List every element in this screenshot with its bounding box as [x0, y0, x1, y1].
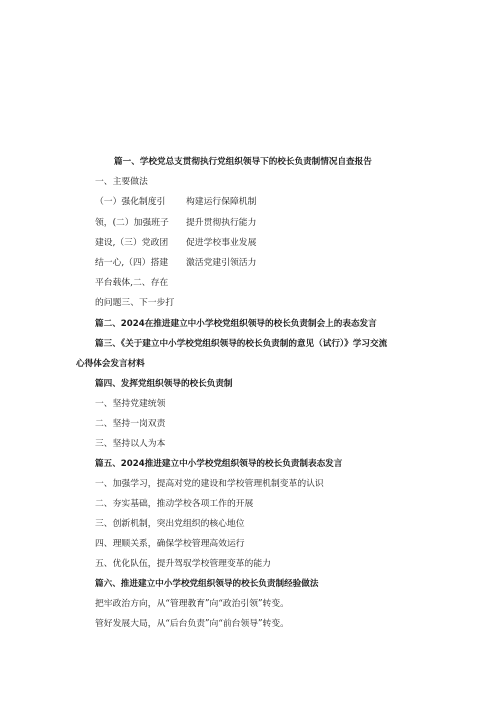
section5-item-3: 三、创新机制，突出党组织的核心地位 — [95, 519, 245, 529]
section1-left-line-1: （一）强化制度引 — [95, 197, 166, 207]
section5-item-2: 二、夯实基础，推动学校各项工作的开展 — [95, 499, 254, 509]
section6-item-1: 把牢政治方向，从“管理教育”向“政治引领”转变。 — [95, 599, 289, 609]
section5-item-1: 一、加强学习，提高对党的建设和学校管理机制变革的认识 — [95, 479, 324, 489]
section1-right-line-4: 激活党建引领活力 — [186, 258, 257, 268]
section2-heading: 篇二、2024在推进建立中小学校党组织领导的校长负责制会上的表态发言 — [95, 319, 377, 329]
section1-left-line-2: 领，(二）加强班子 — [95, 218, 169, 228]
section3-heading-line1: 篇三、《关于建立中小学校党组织领导的校长负责制的意见（试行）》学习交流 — [95, 339, 388, 349]
section1-right-line-2: 提升贯彻执行能力 — [186, 218, 257, 228]
section4-item-3: 三、坚持以人为本 — [95, 439, 166, 449]
section4-heading: 篇四、发挥党组织领导的校长负责制 — [95, 379, 233, 389]
section1-left-line-6: 的问题三、下一步打 — [95, 298, 175, 308]
section5-heading: 篇五、2024推进建立中小学校党组织领导的校长负责制表态发言 — [95, 459, 343, 469]
section4-item-2: 二、坚持一岗双责 — [95, 419, 166, 429]
section6-item-2: 管好发展大局，从“后台负责”向“前台领导”转变。 — [95, 619, 289, 629]
section1-left-line-5: 平台载体,二、存在 — [95, 278, 169, 288]
section1-right-line-3: 促进学校事业发展 — [186, 238, 257, 248]
section1-left-line-4: 结一心,（四）搭建 — [95, 258, 169, 268]
section1-heading: 篇一、学校党总支贯彻执行党组织领导下的校长负责制情况自查报告 — [114, 157, 372, 167]
section3-heading-line2: 心得体会发言材料 — [76, 359, 145, 369]
section1-item-main: 一、主要做法 — [95, 177, 148, 187]
section6-heading: 篇六、推进建立中小学校党组织领导的校长负责制经验做法 — [95, 579, 319, 589]
section5-item-4: 四、理顺关系，确保学校管理高效运行 — [95, 539, 245, 549]
section5-item-5: 五、优化队伍，提升驾驭学校管理变革的能力 — [95, 559, 271, 569]
section1-left-line-3: 建设,（三）党政团 — [95, 238, 169, 248]
section4-item-1: 一、坚持党建统领 — [95, 399, 166, 409]
section1-right-line-1: 构建运行保障机制 — [186, 197, 257, 207]
